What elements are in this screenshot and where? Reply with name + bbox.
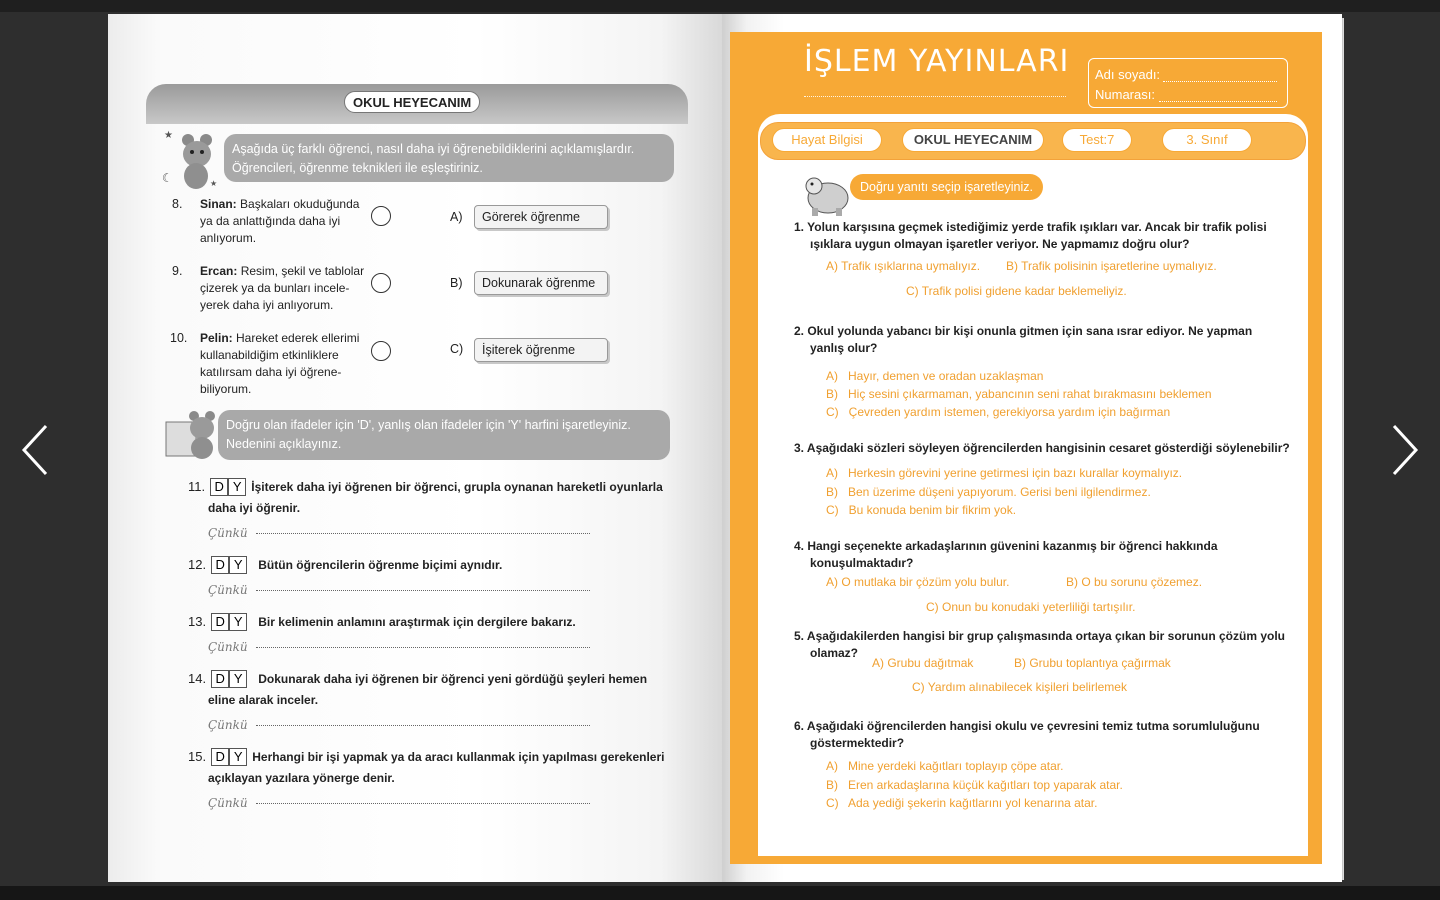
- because-label: Çünkü: [208, 796, 248, 810]
- question-1: [794, 219, 1294, 253]
- q5-option-b[interactable]: B) Grubu toplantıya çağırmak: [1014, 656, 1171, 670]
- q3-option-b[interactable]: B) Ben üzerime düşeni yapıyorum. Gerisi beni ilgilendirmez.: [826, 485, 1151, 499]
- question-6: [794, 718, 1294, 752]
- item-number: 14.: [188, 671, 207, 686]
- question-text: 4. Hangi seçenekte arkadaşlarının güvenini kazanmış bir öğrenci hakkında: [794, 539, 1218, 553]
- question-text: göstermektedir?: [810, 736, 905, 750]
- statement: Bir kelimenin anlamını araştırmak için dergilere bakarız.: [258, 615, 576, 629]
- q4-option-a[interactable]: A) O mutlaka bir çözüm yolu bulur.: [826, 575, 1010, 589]
- test-instruction: Doğru yanıtı seçip işaretleyiniz.: [850, 174, 1043, 200]
- dy-item-11: [188, 476, 668, 540]
- publisher-title: İŞLEM YAYINLARI: [804, 44, 1070, 79]
- option-letter: C): [450, 342, 464, 356]
- because-label: Çünkü: [208, 583, 248, 597]
- dy-item-15: [188, 746, 668, 810]
- q4-option-c[interactable]: C) Onun bu konudaki yeterliliği tartışılır.: [926, 600, 1136, 614]
- dy-item-12: [188, 554, 668, 597]
- question-3: [794, 440, 1294, 457]
- top-bar: [0, 0, 1440, 12]
- answer-circle-9[interactable]: [371, 273, 391, 293]
- dotted-line: [256, 533, 590, 534]
- true-checkbox[interactable]: D: [210, 478, 228, 496]
- because-label: Çünkü: [208, 718, 248, 732]
- left-page[interactable]: [108, 14, 722, 882]
- right-page[interactable]: [722, 14, 1342, 882]
- unit-tab: OKUL HEYECANIM: [902, 128, 1044, 152]
- instruction-line: Nedenini açıklayınız.: [226, 437, 342, 451]
- item-number: 13.: [188, 614, 207, 629]
- question-text: 3. Aşağıdaki sözleri söyleyen öğrencilerden hangisinin cesaret gösterdiği söylenebilir?: [794, 441, 1290, 455]
- question-text: olamaz?: [810, 646, 859, 660]
- question-text: ışıklara uygun olmayan işaretler veriyor. Ne yapmamız doğru olur?: [810, 237, 1190, 251]
- q5-option-a[interactable]: A) Grubu dağıtmak: [872, 656, 974, 670]
- statement: Bütün öğrencilerin öğrenme biçimi aynıdır.: [258, 558, 503, 572]
- name-label: Adı soyadı:: [1095, 67, 1161, 82]
- student-info-box: [1088, 58, 1288, 108]
- instruction-line: Doğru olan ifadeler için 'D', yanlış olan ifadeler için 'Y' harfini işaretleyiniz.: [226, 418, 631, 432]
- svg-text:☾: ☾: [162, 171, 173, 185]
- answer-line[interactable]: [208, 792, 590, 808]
- q3-option-a[interactable]: A) Herkesin görevini yerine getirmesi için bazı kurallar koymalıyız.: [826, 466, 1183, 480]
- answer-line[interactable]: [208, 636, 590, 652]
- chevron-right-icon: [1384, 420, 1424, 480]
- false-checkbox[interactable]: Y: [229, 748, 247, 766]
- dotted-line: [256, 803, 590, 804]
- number-field[interactable]: [1159, 101, 1277, 102]
- svg-text:★: ★: [164, 130, 173, 141]
- dotted-line: [256, 725, 590, 726]
- grade-tab: 3. Sınıf: [1162, 128, 1252, 152]
- answer-line[interactable]: [208, 714, 590, 730]
- option-letter: A): [450, 210, 463, 224]
- question-text: 1. Yolun karşısına geçmek istediğimiz yerde trafik ışıkları var. Ancak bir trafik polisi: [794, 220, 1267, 234]
- statement-continued: daha iyi öğrenir.: [208, 501, 301, 515]
- bear-mascot-icon: [160, 124, 224, 190]
- q6-option-c[interactable]: C) Ada yediği şekerin kağıtlarını yol kenarına atar.: [826, 796, 1098, 810]
- answer-circle-8[interactable]: [371, 206, 391, 226]
- true-checkbox[interactable]: D: [211, 748, 229, 766]
- q3-option-c[interactable]: C) Bu konuda benim bir fikrim yok.: [826, 503, 1017, 517]
- question-text: 6. Aşağıdaki öğrencilerden hangisi okulu ve çevresini temiz tutma sorumluluğunu: [794, 719, 1260, 733]
- question-text: konuşulmaktadır?: [810, 556, 914, 570]
- statement: Dokunarak daha iyi öğrenen bir öğrenci yeni gördüğü şeyleri hemen: [258, 672, 648, 686]
- match-item-10: Pelin: Hareket ederek ellerimi kullanabildiğim etkinliklere katılırsam daha iyi öğrene- biliyorum.: [200, 331, 360, 396]
- because-label: Çünkü: [208, 640, 248, 654]
- chevron-left-icon: [16, 420, 56, 480]
- question-4: [794, 538, 1294, 572]
- dotted-line: [256, 647, 590, 648]
- publisher-address-line: [804, 96, 1066, 100]
- q6-option-a[interactable]: A) Mine yerdeki kağıtları toplayıp çöpe atar.: [826, 759, 1064, 773]
- instruction-line: Aşağıda üç farklı öğrenci, nasıl daha iyi öğrenebildiklerini açıklamışlardır.: [232, 142, 635, 156]
- book-spread: [108, 14, 1348, 882]
- number-label: Numarası:: [1095, 87, 1155, 102]
- q6-option-b[interactable]: B) Eren arkadaşlarına küçük kağıtları top yaparak atar.: [826, 778, 1123, 792]
- left-page-title: OKUL HEYECANIM: [344, 91, 480, 113]
- false-checkbox[interactable]: Y: [229, 556, 247, 574]
- statement-continued: açıklayan yazılara yönerge denir.: [208, 771, 395, 785]
- name-field[interactable]: [1163, 81, 1277, 82]
- answer-line[interactable]: [208, 522, 590, 538]
- q2-option-b[interactable]: B) Hiç sesini çıkarmaman, yabancının seni rahat bırakmasını beklemen: [826, 387, 1212, 401]
- true-checkbox[interactable]: D: [211, 556, 229, 574]
- match-item-8: Sinan: Başkaları okuduğunda ya da anlattığında daha iyi anlıyorum.: [200, 197, 360, 245]
- option-letter: B): [450, 276, 463, 290]
- false-checkbox[interactable]: Y: [229, 670, 247, 688]
- because-label: Çünkü: [208, 526, 248, 540]
- answer-line[interactable]: [208, 579, 590, 595]
- svg-text:★: ★: [210, 179, 218, 188]
- option-box-b: Dokunarak öğrenme: [474, 271, 608, 295]
- answer-circle-10[interactable]: [371, 341, 391, 361]
- q2-option-c[interactable]: C) Çevreden yardım istemen, gerekiyorsa yardım için bağırman: [826, 405, 1171, 419]
- test-number-tab: Test:7: [1062, 128, 1132, 152]
- true-false-instruction: [218, 410, 670, 460]
- true-checkbox[interactable]: D: [211, 613, 229, 631]
- true-checkbox[interactable]: D: [211, 670, 229, 688]
- matching-instruction: [224, 134, 674, 182]
- turtle-mascot-icon: [800, 168, 852, 220]
- dy-item-13: [188, 611, 668, 654]
- q1-option-c[interactable]: C) Trafik polisi gidene kadar beklemeliyiz.: [906, 284, 1127, 298]
- item-number: 9.: [172, 264, 183, 278]
- question-2: [794, 323, 1294, 357]
- statement: İşiterek daha iyi öğrenen bir öğrenci, grupla oynanan hareketli oyunlarla: [251, 480, 663, 494]
- match-item-9: Ercan: Resim, şekil ve tablolar çizerek ya da bunları incele- yerek daha iyi anlıyorum.: [200, 264, 365, 312]
- dotted-line: [256, 590, 590, 591]
- question-text: 2. Okul yolunda yabancı bir kişi onunla gitmen için sana ısrar ediyor. Ne yapman: [794, 324, 1253, 338]
- instruction-line: Öğrencileri, öğrenme teknikleri ile eşleştiriniz.: [232, 161, 483, 175]
- dy-item-14: [188, 668, 668, 732]
- item-number: 11.: [188, 479, 206, 494]
- q1-option-a[interactable]: A) Trafik ışıklarına uymalıyız.: [826, 259, 981, 273]
- option-box-a: Görerek öğrenme: [474, 205, 608, 229]
- item-number: 8.: [172, 197, 183, 211]
- question-text: 5. Aşağıdakilerden hangisi bir grup çalışmasında ortaya çıkan bir sorunun çözüm yolu: [794, 629, 1286, 643]
- item-number: 10.: [170, 331, 188, 345]
- q1-option-b[interactable]: B) Trafik polisinin işaretlerine uymalıyız.: [1006, 259, 1217, 273]
- false-checkbox[interactable]: Y: [229, 613, 247, 631]
- statement-continued: eline alarak inceler.: [208, 693, 319, 707]
- q2-option-a[interactable]: A) Hayır, demen ve oradan uzaklaşman: [826, 369, 1044, 383]
- subject-tab: Hayat Bilgisi: [772, 128, 882, 152]
- false-checkbox[interactable]: Y: [228, 478, 246, 496]
- previous-page-button[interactable]: [16, 420, 56, 480]
- q4-option-b[interactable]: B) O bu sorunu çözemez.: [1066, 575, 1203, 589]
- option-box-c: İşiterek öğrenme: [474, 338, 608, 362]
- item-number: 12.: [188, 557, 207, 572]
- bear-reading-icon: [164, 408, 220, 460]
- item-number: 15.: [188, 749, 207, 764]
- next-page-button[interactable]: [1384, 420, 1424, 480]
- bottom-bar: [0, 886, 1440, 900]
- q5-option-c[interactable]: C) Yardım alınabilecek kişileri belirlemek: [912, 680, 1127, 694]
- statement: Herhangi bir işi yapmak ya da aracı kullanmak için yapılması gerekenleri: [252, 750, 665, 764]
- question-text: yanlış olur?: [810, 341, 878, 355]
